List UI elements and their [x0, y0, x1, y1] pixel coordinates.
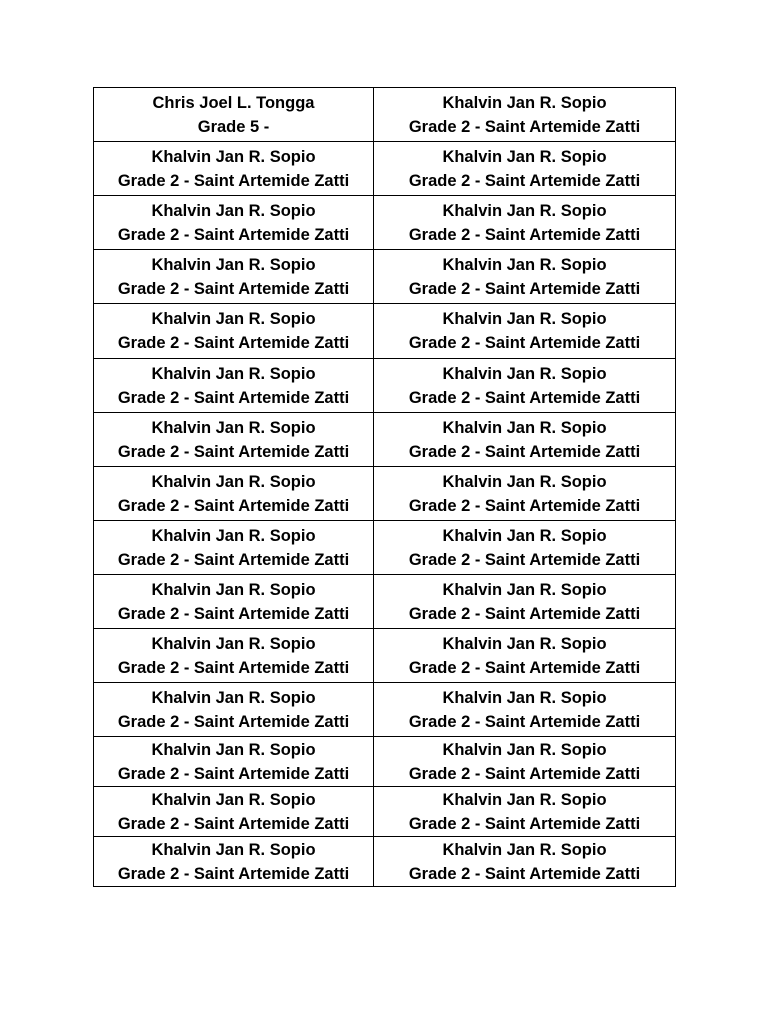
- label-cell: [374, 837, 676, 887]
- student-name: Khalvin Jan R. Sopio: [442, 790, 607, 809]
- grade-section: Grade 2 - Saint Artemide Zatti: [117, 764, 350, 783]
- label-cell: [94, 629, 374, 683]
- grade-section: Grade 2 - Saint Artemide Zatti: [408, 171, 641, 190]
- student-name: Khalvin Jan R. Sopio: [151, 201, 316, 220]
- grade-section: Grade 2 - Saint Artemide Zatti: [117, 171, 350, 190]
- label-cell: [374, 359, 676, 413]
- label-row: [94, 196, 676, 250]
- grade-section: Grade 2 - Saint Artemide Zatti: [117, 496, 350, 515]
- student-name: Khalvin Jan R. Sopio: [151, 472, 316, 491]
- label-cell: [94, 787, 374, 837]
- student-name: Khalvin Jan R. Sopio: [151, 634, 316, 653]
- label-row: [94, 142, 676, 196]
- label-cell: [94, 467, 374, 521]
- grade-section: Grade 2 - Saint Artemide Zatti: [408, 712, 641, 731]
- grade-section: Grade 2 - Saint Artemide Zatti: [117, 279, 350, 298]
- student-name: Khalvin Jan R. Sopio: [442, 201, 607, 220]
- student-name: Chris Joel L. Tongga: [152, 93, 315, 112]
- label-cell: [94, 521, 374, 575]
- label-row: [94, 629, 676, 683]
- student-name: Khalvin Jan R. Sopio: [151, 790, 316, 809]
- student-name: Khalvin Jan R. Sopio: [151, 147, 316, 166]
- label-cell: [374, 196, 676, 250]
- label-cell: [374, 629, 676, 683]
- label-row: [94, 737, 676, 787]
- grade-section: Grade 2 - Saint Artemide Zatti: [117, 388, 350, 407]
- student-name: Khalvin Jan R. Sopio: [442, 310, 607, 328]
- student-name: Khalvin Jan R. Sopio: [442, 364, 607, 383]
- student-name: Khalvin Jan R. Sopio: [151, 740, 316, 759]
- label-row: [94, 304, 676, 359]
- label-cell: [374, 250, 676, 304]
- grade-section: Grade 2 - Saint Artemide Zatti: [117, 604, 350, 623]
- label-cell: [94, 413, 374, 467]
- label-cell: [94, 304, 374, 359]
- label-cell: [94, 683, 374, 737]
- student-name: Khalvin Jan R. Sopio: [151, 255, 316, 274]
- label-cell: [94, 737, 374, 787]
- grade-section: Grade 2 - Saint Artemide Zatti: [408, 658, 641, 677]
- student-name: Khalvin Jan R. Sopio: [442, 472, 607, 491]
- grade-section: Grade 2 - Saint Artemide Zatti: [117, 712, 350, 731]
- label-cell: [374, 467, 676, 521]
- label-row: [94, 683, 676, 737]
- grade-section: Grade 2 - Saint Artemide Zatti: [408, 334, 641, 352]
- grade-section: Grade 2 - Saint Artemide Zatti: [117, 442, 350, 461]
- student-name: Khalvin Jan R. Sopio: [442, 688, 607, 707]
- grade-section: Grade 2 - Saint Artemide Zatti: [408, 117, 641, 136]
- student-name: Khalvin Jan R. Sopio: [151, 418, 316, 437]
- label-row: [94, 88, 676, 142]
- student-name: Khalvin Jan R. Sopio: [442, 147, 607, 166]
- student-name: Khalvin Jan R. Sopio: [151, 364, 316, 383]
- grade-section: Grade 2 - Saint Artemide Zatti: [117, 864, 350, 883]
- student-name: Khalvin Jan R. Sopio: [442, 255, 607, 274]
- label-cell: [374, 304, 676, 359]
- label-cell: [374, 575, 676, 629]
- grade-section: Grade 2 - Saint Artemide Zatti: [408, 864, 641, 883]
- label-cell: [94, 359, 374, 413]
- name-label-table: [93, 87, 676, 887]
- label-cell: [374, 683, 676, 737]
- label-table-body: [94, 88, 676, 887]
- student-name: Khalvin Jan R. Sopio: [151, 580, 316, 599]
- student-name: Khalvin Jan R. Sopio: [151, 688, 316, 707]
- grade-section: Grade 2 - Saint Artemide Zatti: [117, 814, 350, 833]
- label-row: [94, 359, 676, 413]
- label-row: [94, 521, 676, 575]
- grade-section: Grade 2 - Saint Artemide Zatti: [408, 496, 641, 515]
- student-name: Khalvin Jan R. Sopio: [442, 526, 607, 545]
- grade-section: Grade 2 - Saint Artemide Zatti: [117, 658, 350, 677]
- grade-section: Grade 2 - Saint Artemide Zatti: [408, 388, 641, 407]
- grade-section: Grade 2 - Saint Artemide Zatti: [408, 442, 641, 461]
- student-name: Khalvin Jan R. Sopio: [151, 526, 316, 545]
- label-cell: [374, 88, 676, 142]
- label-cell: [374, 737, 676, 787]
- student-name: Khalvin Jan R. Sopio: [442, 418, 607, 437]
- label-cell: [94, 88, 374, 142]
- grade-section: Grade 2 - Saint Artemide Zatti: [408, 604, 641, 623]
- student-name: Khalvin Jan R. Sopio: [151, 310, 316, 328]
- label-row: [94, 787, 676, 837]
- student-name: Khalvin Jan R. Sopio: [442, 93, 607, 112]
- label-cell: [94, 250, 374, 304]
- label-row: [94, 467, 676, 521]
- student-name: Khalvin Jan R. Sopio: [442, 840, 607, 859]
- grade-section: Grade 5 -: [197, 117, 270, 136]
- label-row: [94, 250, 676, 304]
- label-cell: [374, 142, 676, 196]
- student-name: Khalvin Jan R. Sopio: [442, 740, 607, 759]
- label-row: [94, 413, 676, 467]
- label-cell: [374, 413, 676, 467]
- grade-section: Grade 2 - Saint Artemide Zatti: [408, 764, 641, 783]
- label-row: [94, 575, 676, 629]
- label-cell: [94, 196, 374, 250]
- grade-section: Grade 2 - Saint Artemide Zatti: [408, 550, 641, 569]
- student-name: Khalvin Jan R. Sopio: [151, 840, 316, 859]
- student-name: Khalvin Jan R. Sopio: [442, 580, 607, 599]
- grade-section: Grade 2 - Saint Artemide Zatti: [117, 225, 350, 244]
- label-cell: [374, 521, 676, 575]
- label-cell: [94, 575, 374, 629]
- grade-section: Grade 2 - Saint Artemide Zatti: [408, 279, 641, 298]
- grade-section: Grade 2 - Saint Artemide Zatti: [117, 334, 350, 352]
- label-cell: [374, 787, 676, 837]
- grade-section: Grade 2 - Saint Artemide Zatti: [408, 814, 641, 833]
- grade-section: Grade 2 - Saint Artemide Zatti: [117, 550, 350, 569]
- student-name: Khalvin Jan R. Sopio: [442, 634, 607, 653]
- label-cell: [94, 837, 374, 887]
- label-cell: [94, 142, 374, 196]
- grade-section: Grade 2 - Saint Artemide Zatti: [408, 225, 641, 244]
- label-row: [94, 837, 676, 887]
